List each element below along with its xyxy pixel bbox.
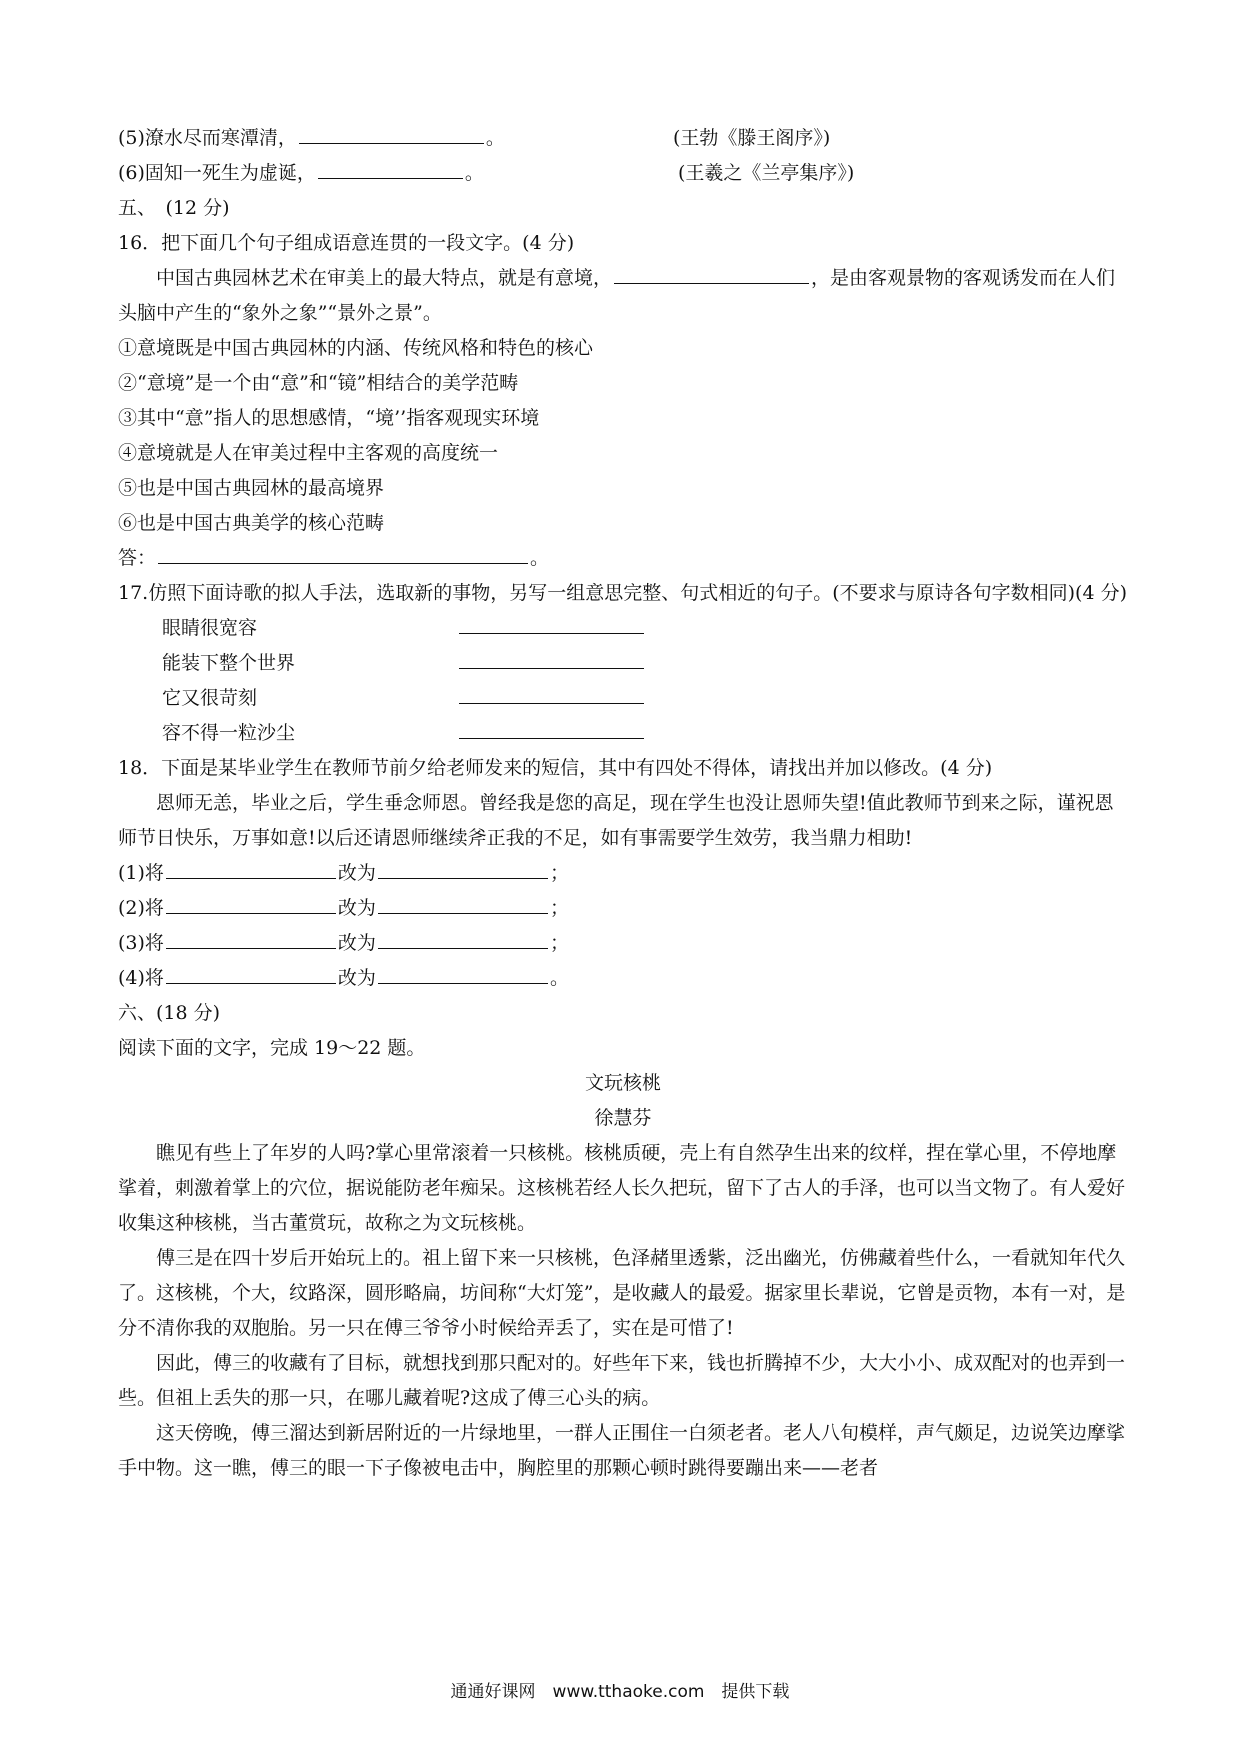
q16-option: ③其中“意”指人的思想感情，“境’’指客观现实环境 xyxy=(118,407,540,429)
article-paragraph: 傅三是在四十岁后开始玩上的。祖上留下来一只核桃，色泽赭里透紫，泛出幽光，仿佛藏着些什么，一看就知年代久了。这核桃，个大，纹路深，圆形略扁，坊间称“大灯笼”，是收藏人的最爱。据家里长辈说，它曾是贡物，本有一对，是分不清你我的双胞胎。另一只在傅三爷爷小时候给弄丢了，实在是可惜了! xyxy=(118,1247,1126,1339)
answer-blank[interactable] xyxy=(299,121,484,144)
q17-poem-line xyxy=(162,646,1128,681)
q17-prompt: 17.仿照下面诗歌的拟人手法，选取新的事物，另写一组意思完整、句式相近的句子。(不要求与原诗各句字数相同)(4 分) xyxy=(118,582,1127,604)
fix-mid: 改为 xyxy=(337,932,376,954)
answer-blank[interactable] xyxy=(166,961,336,984)
q17-poem-line xyxy=(162,681,1128,716)
q15-item-6-text: (6)固知一死生为虚诞， xyxy=(118,162,316,184)
fix-label: (4)将 xyxy=(118,967,164,989)
fix-mid: 改为 xyxy=(337,967,376,989)
punctuation: 。 xyxy=(464,162,484,184)
q18-fix-row xyxy=(118,856,1128,891)
q15-item-6-source: (王羲之《兰亭集序》) xyxy=(678,162,855,184)
answer-blank[interactable] xyxy=(378,891,548,914)
article-paragraph: 因此，傅三的收藏有了目标，就想找到那只配对的。好些年下来，钱也折腾掉不少，大大小小、成双配对的也弄到一些。但祖上丢失的那一只，在哪儿藏着呢?这成了傅三心头的病。 xyxy=(118,1352,1126,1409)
section-6-instruction: 阅读下面的文字，完成 19～22 题。 xyxy=(118,1037,426,1059)
punctuation: 。 xyxy=(530,547,550,569)
fix-mid: 改为 xyxy=(337,862,376,884)
answer-blank[interactable] xyxy=(614,261,809,284)
fix-mid: 改为 xyxy=(337,897,376,919)
q16-option: ①意境既是中国古典园林的内涵、传统风格和特色的核心 xyxy=(118,337,594,359)
page-footer: 通通好课网 www.tthaoke.com 提供下载 xyxy=(450,1682,790,1702)
punctuation: ； xyxy=(549,862,569,884)
punctuation: 。 xyxy=(549,967,569,989)
q16-prompt: 16．把下面几个句子组成语意连贯的一段文字。(4 分) xyxy=(118,232,575,254)
answer-blank[interactable] xyxy=(166,891,336,914)
answer-blank[interactable] xyxy=(378,926,548,949)
q15-item-5 xyxy=(118,121,1128,156)
q17-poem-line xyxy=(162,716,1128,751)
article-author: 徐慧芬 xyxy=(594,1107,652,1129)
article-paragraph: 瞧见有些上了年岁的人吗?掌心里常滚着一只核桃。核桃质硬，壳上有自然孕生出来的纹样，捏在掌心里，不停地摩挲着，刺激着掌上的穴位，据说能防老年痴呆。这核桃若经人长久把玩，留下了古人的手泽，也可以当文物了。有人爱好收集这种核桃，当古董赏玩，故称之为文玩核桃。 xyxy=(118,1142,1126,1234)
q16-option: ⑤也是中国古典园林的最高境界 xyxy=(118,477,385,499)
punctuation: ； xyxy=(549,897,569,919)
answer-blank[interactable] xyxy=(378,961,548,984)
article-paragraph: 这天傍晚，傅三溜达到新居附近的一片绿地里，一群人正围住一白须老者。老人八旬模样，声气颇足，边说笑边摩挲手中物。这一瞧，傅三的眼一下子像被电击中，胸腔里的那颗心顿时跳得要蹦出来——老者 xyxy=(118,1422,1126,1479)
q18-prompt: 18．下面是某毕业学生在教师节前夕给老师发来的短信，其中有四处不得体，请找出并加以修改。(4 分) xyxy=(118,757,993,779)
answer-blank[interactable] xyxy=(158,541,528,564)
q18-fix-row xyxy=(118,926,1128,961)
answer-blank[interactable] xyxy=(166,856,336,879)
section-6-heading: 六、(18 分) xyxy=(118,1002,221,1024)
punctuation: 。 xyxy=(485,127,505,149)
section-5-heading: 五、 (12 分) xyxy=(118,197,230,219)
answer-blank[interactable] xyxy=(459,681,644,704)
punctuation: ； xyxy=(549,932,569,954)
q18-fix-row xyxy=(118,961,1128,996)
q16-option: ④意境就是人在审美过程中主客观的高度统一 xyxy=(118,442,499,464)
fix-label: (3)将 xyxy=(118,932,164,954)
fix-label: (2)将 xyxy=(118,897,164,919)
q16-passage-end: ，是由客观景物的客观诱发而在人们头脑中产生的“象外之象”“景外之景”。 xyxy=(118,267,1116,324)
answer-label: 答： xyxy=(118,547,157,569)
q16-passage-start: 中国古典园林艺术在审美上的最大特点，就是有意境， xyxy=(156,267,613,289)
poem-text: 眼睛很宽容 xyxy=(162,617,258,639)
q15-item-5-source: (王勃《滕王阁序》) xyxy=(673,127,831,149)
q15-item-6 xyxy=(118,156,1128,191)
poem-text: 能装下整个世界 xyxy=(162,652,296,674)
answer-blank[interactable] xyxy=(459,611,644,634)
poem-text: 它又很苛刻 xyxy=(162,687,258,709)
article-title: 文玩核桃 xyxy=(584,1072,661,1094)
exam-page xyxy=(118,121,1128,1486)
q16-option: ⑥也是中国古典美学的核心范畴 xyxy=(118,512,385,534)
q16-passage xyxy=(118,261,1128,331)
answer-blank[interactable] xyxy=(459,646,644,669)
q16-answer-line xyxy=(118,541,1128,576)
answer-blank[interactable] xyxy=(166,926,336,949)
poem-text: 容不得一粒沙尘 xyxy=(162,722,296,744)
fix-label: (1)将 xyxy=(118,862,164,884)
answer-blank[interactable] xyxy=(318,156,463,179)
q16-option: ②“意境”是一个由“意”和“镜”相结合的美学范畴 xyxy=(118,372,519,394)
answer-blank[interactable] xyxy=(459,716,644,739)
answer-blank[interactable] xyxy=(378,856,548,879)
q18-passage: 恩师无恙，毕业之后，学生垂念师恩。曾经我是您的高足，现在学生也没让恩师失望!值此教师节到来之际，谨祝恩师节日快乐，万事如意!以后还请恩师继续斧正我的不足，如有事需要学生效劳，我当鼎力相助! xyxy=(118,792,1114,849)
q18-fix-row xyxy=(118,891,1128,926)
q17-poem-line xyxy=(162,611,1128,646)
q15-item-5-text: (5)潦水尽而寒潭清， xyxy=(118,127,297,149)
